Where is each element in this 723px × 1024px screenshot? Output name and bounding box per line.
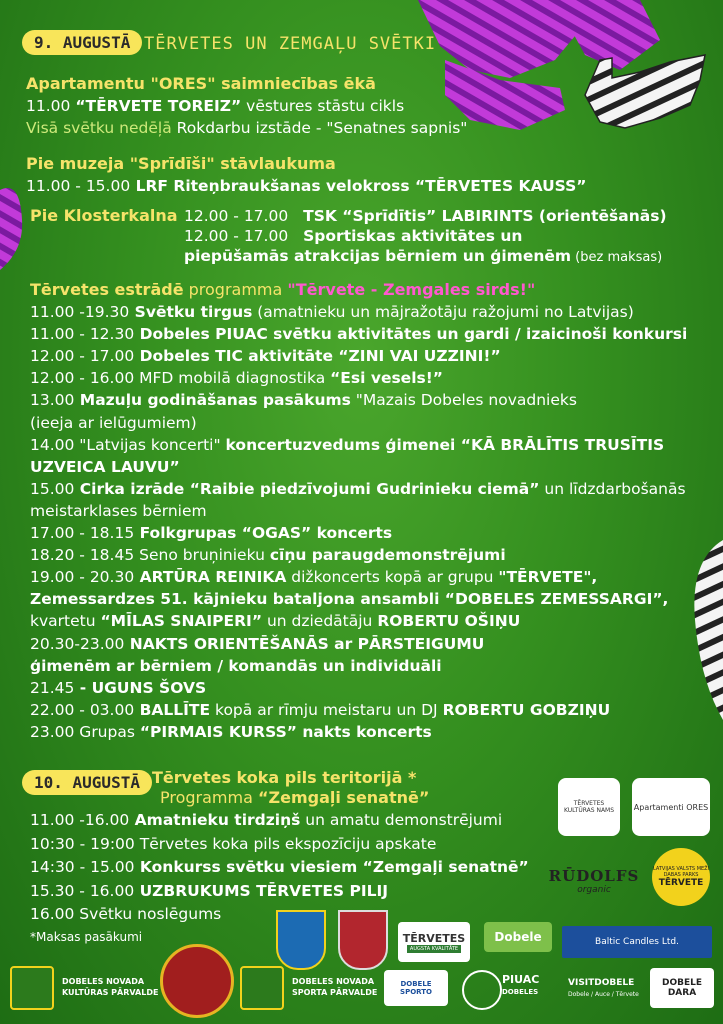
kloster-heading: Pie Klosterkalna <box>30 206 178 225</box>
heading-venue: Tērvetes estrādē <box>30 280 184 299</box>
estrade-row <box>30 435 664 455</box>
kloster-line-1 <box>184 206 667 226</box>
estrade-row <box>30 390 577 410</box>
event-desc: un amatu demonstrējumi <box>300 811 503 829</box>
event-title: koncertuzvedums ģimenei “KĀ BRĀLĪTIS TRUSĪTIS <box>225 435 665 454</box>
event-desc: kopā ar rīmju meistaru un DJ <box>210 700 443 719</box>
event-desc: "Mazais Dobeles novadnieks <box>350 391 577 410</box>
estrade-row <box>30 722 432 742</box>
estrade-row <box>30 589 668 609</box>
event-desc: (amatnieku un mājražotāju ražojumi no Latvijas) <box>252 303 634 321</box>
spridisi-line-1 <box>26 176 587 196</box>
estrade-row <box>30 501 207 521</box>
logo-subtext: DOBELES <box>502 988 539 996</box>
event-title: ARTŪRA REINIKA <box>134 568 287 587</box>
event-desc: un līdzdarbošanās <box>539 479 686 498</box>
event-title: "TĒRVETE", <box>498 568 598 587</box>
logo-text: DABAS PARKS <box>663 872 699 878</box>
event-desc: Tērvetes koka pils ekspozīciju apskate <box>134 834 437 853</box>
kloster-line-3 <box>184 246 662 268</box>
logo-text: LATVIJAS VALSTS MEŽI <box>652 866 710 872</box>
estrade-row <box>30 457 180 477</box>
coat-of-arms-blue <box>276 910 326 970</box>
festival-title: TĒRVETES UN ZEMGAĻU SVĒTKI <box>144 34 437 54</box>
estrade-row <box>30 479 686 499</box>
knights-emblem <box>160 944 234 1018</box>
time: 18.20 - 18.45 <box>30 546 135 565</box>
event-title: UZVEICA LAUVU” <box>30 457 180 476</box>
event-title: Mazuļu godināšanas pasākums <box>74 391 351 410</box>
estrade-row <box>30 678 206 698</box>
event-period: Visā svētku nedēļā <box>26 119 172 137</box>
kulturas-emblem <box>10 966 54 1010</box>
time: 23.00 <box>30 722 75 741</box>
time: 13.00 <box>30 391 75 410</box>
estrade-row <box>30 611 520 631</box>
estrade-row <box>30 700 610 720</box>
event-title: - UGUNS ŠOVS <box>74 678 207 697</box>
event-desc: kvartetu <box>30 612 101 631</box>
purple-ornament-top <box>418 0 580 78</box>
time: 11.00 - 15.00 <box>26 177 131 195</box>
date-badge-aug9: 9. AUGUSTĀ <box>22 30 142 55</box>
logo-text: DOBELES NOVADA <box>62 977 145 986</box>
logo-text: TĒRVETES KULTŪRAS NAMS <box>563 800 615 814</box>
event-title: Dobeles PIUAC svētku aktivitātes un gardi / izaicinoši konkursi <box>134 325 688 344</box>
estrade-row <box>30 324 687 344</box>
event-title: Cirka izrāde “Raibie piedzīvojumi Gudrinieku ciemā” <box>74 479 540 498</box>
event-desc: dižkoncerts kopā ar grupu <box>286 568 499 587</box>
event-title: ROBERTU GOBZIŅU <box>442 700 611 719</box>
logo-text: RŪDOLFS <box>548 867 640 885</box>
event-title: Zemessardzes 51. kājnieku bataljona ansambli “DOBELES ZEMESSARGI”, <box>30 590 669 609</box>
aug10-row <box>30 857 529 877</box>
event-desc: un dziedātāju <box>262 612 378 631</box>
event-title: Dobeles TIC aktivitāte “ZINI VAI UZZINI!” <box>134 347 501 366</box>
program-title: "Tērvete - Zemgales sirds!" <box>287 280 536 299</box>
time: 14.00 <box>30 435 75 454</box>
event-title: “TĒRVETE TOREIZ” <box>75 97 242 115</box>
coat-of-arms-red <box>338 910 388 970</box>
aug10-row <box>30 904 221 924</box>
logo-subtext: organic <box>577 885 611 895</box>
sporta-parvalde-text <box>292 976 377 998</box>
time: 17.00 - 18.15 <box>30 524 135 542</box>
time: 11.00 -19.30 <box>30 303 130 321</box>
piuac-text <box>502 974 539 998</box>
rudolfs-logo <box>548 858 640 904</box>
estrade-row <box>30 545 506 565</box>
event-title: ģimenēm ar bērniem / komandās un individuāli <box>30 656 442 675</box>
time: 12.00 - 17.00 <box>184 227 289 245</box>
logo-text: Dobele <box>494 930 542 944</box>
aug10-program <box>160 788 429 808</box>
event-title: Sportiskas aktivitātes un <box>303 227 523 245</box>
tervetes-brand-logo <box>398 922 470 962</box>
spridisi-heading: Pie muzeja "Sprīdīši" stāvlaukuma <box>26 154 336 173</box>
kulturas-parvalde-text <box>62 976 158 998</box>
paid-note: *Maksas pasākumi <box>30 930 143 944</box>
logo-text: KULTŪRAS PĀRVALDE <box>62 988 159 997</box>
event-note: (bez maksas) <box>571 250 663 265</box>
logo-subtext: AUGSTA KVALITĀTE <box>407 945 461 953</box>
dobele-dara-logo <box>650 968 714 1008</box>
heading-word: programma <box>183 280 288 299</box>
event-desc: meistarklases bērniem <box>30 501 207 520</box>
logo-text: DOBELE SPORTO <box>400 980 432 996</box>
estrade-row <box>30 413 197 433</box>
estrade-row <box>30 302 634 322</box>
event-title: BALLĪTE <box>134 700 211 719</box>
event-title: Folkgrupas “OGAS” koncerts <box>134 524 393 542</box>
ores-logo <box>632 778 710 836</box>
event-desc: Grupas <box>74 722 140 741</box>
estrade-heading <box>30 280 535 300</box>
tervete-park-logo <box>652 848 710 906</box>
event-title: “PIRMAIS KURSS” nakts koncerts <box>139 722 432 741</box>
left-pink-ornament <box>0 188 22 270</box>
time: 11.00 - 12.30 <box>30 325 135 344</box>
estrade-row <box>30 346 501 366</box>
estrade-row <box>30 656 442 676</box>
estrade-row <box>30 368 443 388</box>
logo-text: Baltic Candles Ltd. <box>595 937 679 947</box>
aug10-row <box>30 810 502 830</box>
visitdobele-logo <box>568 978 639 1000</box>
time: 16.00 <box>30 905 75 923</box>
event-title: “Esi vesels!” <box>330 369 443 388</box>
event-desc: Rokdarbu izstāde - "Senatnes sapnis" <box>171 119 468 137</box>
aug10-row <box>30 834 436 854</box>
event-title: UZBRUKUMS TĒRVETES PILIJ <box>134 881 389 900</box>
event-desc: vēstures stāstu cikls <box>241 97 405 115</box>
bird-ornament <box>585 55 705 128</box>
dobele-sporto-logo <box>384 970 448 1006</box>
time: 21.45 <box>30 678 75 697</box>
program-label: Programma <box>160 788 258 807</box>
right-striped-ornament <box>694 540 723 720</box>
date-badge-aug10: 10. AUGUSTĀ <box>22 770 152 795</box>
event-title: Amatnieku tirdziņš <box>129 811 301 829</box>
aug10-row <box>30 881 388 901</box>
estrade-row <box>30 567 597 587</box>
logo-text: DOBELE <box>661 978 702 988</box>
time: 12.00 - 17.00 <box>30 347 135 366</box>
event-title: TSK “Sprīdītis” LABIRINTS (orientēšanās) <box>303 207 667 225</box>
logo-text: Apartamenti ORES <box>633 802 709 812</box>
logo-text: VISITDOBELE <box>568 978 635 988</box>
event-desc: MFD mobilā diagnostika <box>134 369 331 388</box>
event-desc: (ieeja ar ielūgumiem) <box>30 413 197 432</box>
time: 20.30-23.00 <box>30 634 125 653</box>
piuac-emblem <box>462 970 502 1010</box>
logo-text: DOBELES NOVADA <box>292 977 375 986</box>
logo-text: SPORTA PĀRVALDE <box>292 988 378 997</box>
event-title: “MĪLAS SNAIPERI” <box>100 612 263 631</box>
time: 15.00 <box>30 479 75 498</box>
estrade-row <box>30 523 392 543</box>
time: 19.00 - 20.30 <box>30 568 135 587</box>
kloster-line-2 <box>184 226 522 246</box>
logo-text: PIUAC <box>502 973 540 986</box>
logo-subtext: Dobele / Auce / Tērvete <box>568 991 639 998</box>
event-desc: Svētku noslēgums <box>74 905 222 923</box>
event-title: piepūšamās atrakcijas bērniem un ģimenēm <box>184 247 572 265</box>
ores-heading: Apartamentu "ORES" saimniecības ēkā <box>26 74 376 93</box>
sporta-emblem <box>240 966 284 1010</box>
estrade-row <box>30 634 484 654</box>
ores-line-2 <box>26 118 467 138</box>
baltic-candles-logo <box>562 926 712 958</box>
event-title: LRF Riteņbraukšanas velokross “TĒRVETES KAUSS” <box>130 177 587 195</box>
event-title: Svētku tirgus <box>129 303 253 321</box>
dobele-logo <box>484 922 552 952</box>
event-title: Konkurss svētku viesiem “Zemgaļi senatnē” <box>134 858 529 876</box>
time: 10:30 - 19:00 <box>30 834 135 853</box>
aug10-heading: Tērvetes koka pils teritorijā * <box>152 768 417 787</box>
time: 22.00 - 03.00 <box>30 700 135 719</box>
event-desc: "Latvijas koncerti" <box>74 435 226 454</box>
tervetes-kulturas-logo <box>558 778 620 836</box>
time: 12.00 - 16.00 <box>30 369 135 388</box>
event-title: NAKTS ORIENTĒŠANĀS ar PĀRSTEIGUMU <box>124 634 485 653</box>
ores-line-1 <box>26 96 404 116</box>
time: 15.30 - 16.00 <box>30 881 135 900</box>
logo-text: TĒRVETES <box>402 931 466 945</box>
logo-text: TĒRVETE <box>658 878 704 888</box>
time: 11.00 <box>26 97 71 115</box>
event-title: ROBERTU OŠIŅU <box>377 612 521 631</box>
program-title: “Zemgaļi senatnē” <box>257 788 430 807</box>
time: 12.00 - 17.00 <box>184 207 289 225</box>
logo-text: DARA <box>667 988 697 998</box>
time: 14:30 - 15.00 <box>30 858 135 876</box>
event-desc: Seno bruņinieku <box>134 546 270 565</box>
event-title: cīņu paraugdemonstrējumi <box>269 546 506 565</box>
time: 11.00 -16.00 <box>30 811 130 829</box>
